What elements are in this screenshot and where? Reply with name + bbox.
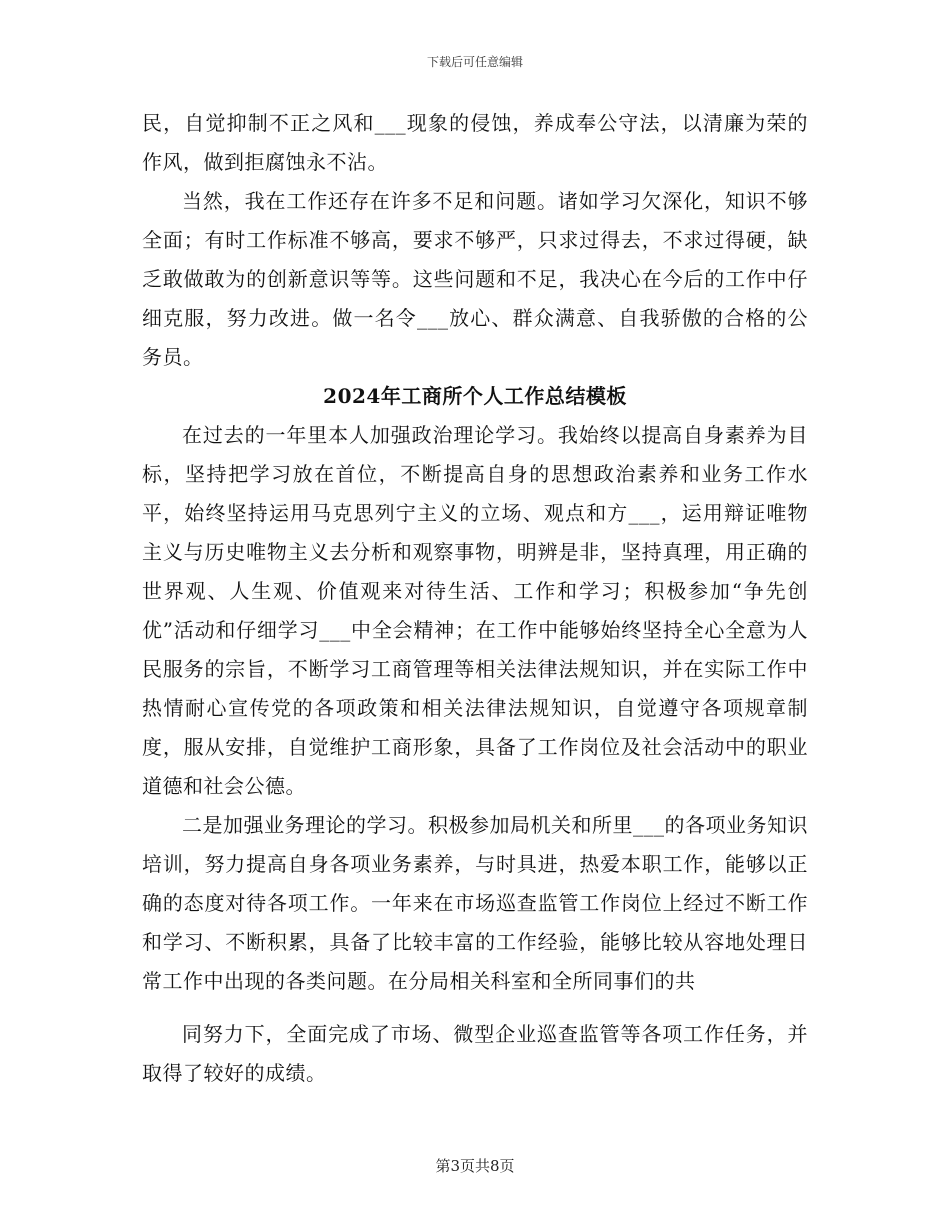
section-title: 2024年工商所个人工作总结模板 <box>323 384 627 408</box>
page-header <box>0 54 950 70</box>
document-body <box>142 104 808 1093</box>
paragraph-2: 当然，我在工作还存在许多不足和问题。诸如学习欠深化，知识不够全面；有时工作标准不够高，要求不够严，只求过得去，不求过得硬，缺乏敢做敢为的创新意识等等。这些问题和不足，我决心在今后的工作中仔细克服，努力改进。做一名令___放心、群众满意、自我骄傲的合格的公务员。 <box>142 189 808 369</box>
header-text: 下载后可任意编辑 <box>426 55 523 69</box>
paragraph-1: 民，自觉抑制不正之风和___现象的侵蚀，养成奉公守法，以清廉为荣的作风，做到拒腐蚀永不沾。 <box>142 111 808 174</box>
page-footer <box>0 1156 950 1176</box>
paragraph-5: 同努力下，全面完成了市场、微型企业巡查监管等各项工作任务，并取得了较好的成绩。 <box>142 1022 808 1085</box>
paragraph-3: 在过去的一年里本人加强政治理论学习。我始终以提高自身素养为目标，坚持把学习放在首位，不断提高自身的思想政治素养和业务工作水平，始终坚持运用马克思列宁主义的立场、观点和方___，运用辩证唯物主义与历史唯物主义去分析和观察事物，明辨是非，坚持真理，用正确的世界观、人生观、价值观来对待生活、工作和学习；积极参加“争先创优”活动和仔细学习___中全会精神；在工作中能够始终坚持全心全意为人民服务的宗旨，不断学习工商管理等相关法律法规知识，并在实际工作中热情耐心宣传党的各项政策和相关法律法规知识，自觉遵守各项规章制度，服从安排，自觉维护工商形象，具备了工作岗位及社会活动中的职业道德和社会公德。 <box>142 423 808 798</box>
paragraph-4: 二是加强业务理论的学习。积极参加局机关和所里___的各项业务知识培训，努力提高自身各项业务素养，与时具进，热爱本职工作，能够以正确的态度对待各项工作。一年来在市场巡查监管工作岗位上经过不断工作和学习、不断积累，具备了比较丰富的工作经验，能够比较从容地处理日常工作中出现的各类问题。在分局相关科室和全所同事们的共 <box>142 813 808 993</box>
page-number: 第3页共8页 <box>435 1157 515 1175</box>
